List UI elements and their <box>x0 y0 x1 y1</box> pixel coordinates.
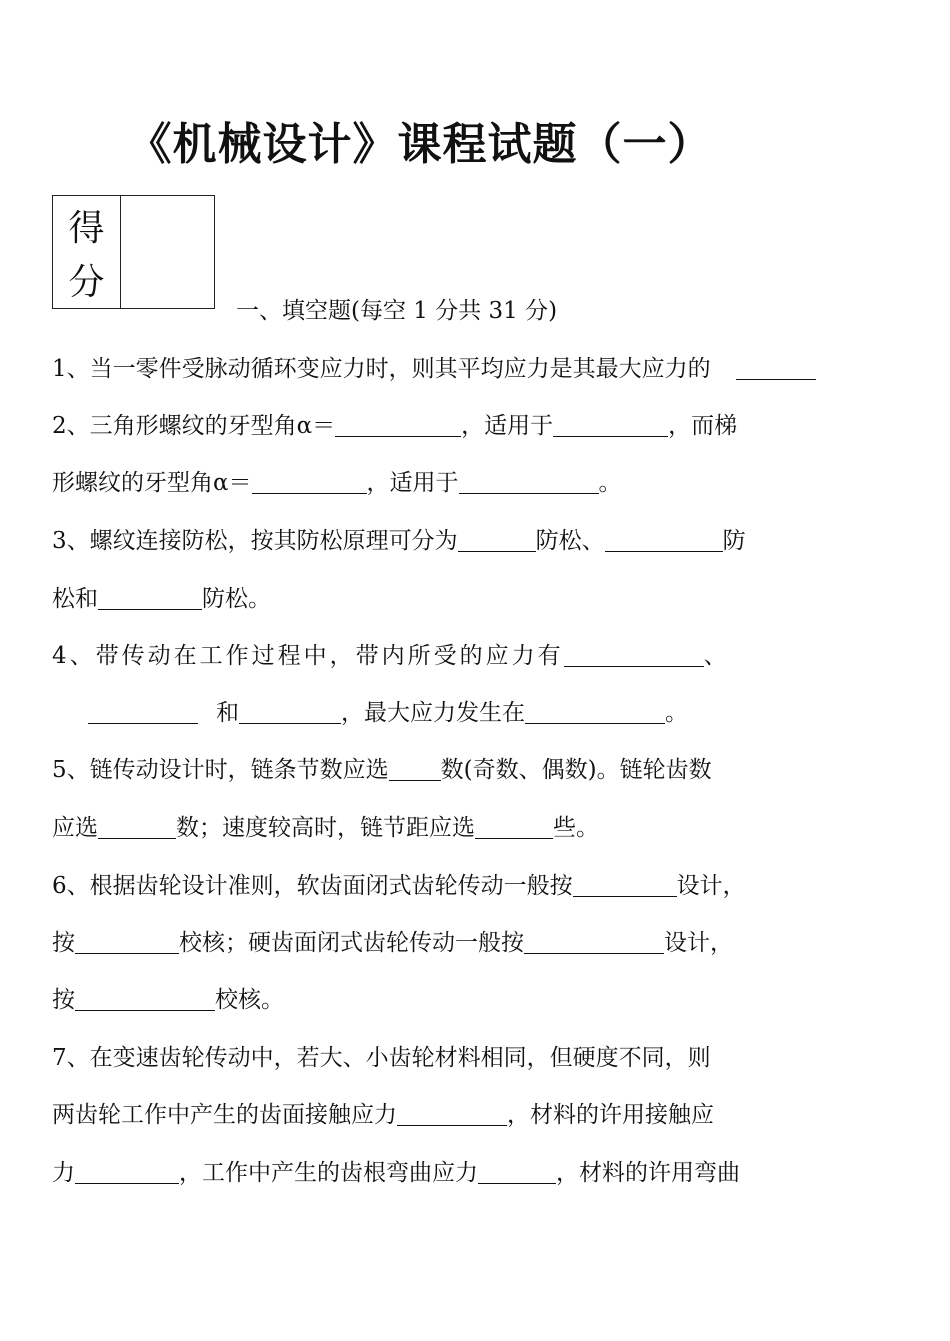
score-field[interactable] <box>121 196 214 308</box>
blank-q2-3[interactable] <box>252 469 367 494</box>
blank-q6-2[interactable] <box>75 929 179 954</box>
q6-text-3: 按 <box>52 930 75 956</box>
score-box <box>52 195 215 309</box>
blank-q6-3[interactable] <box>524 929 664 954</box>
question-4-line-2 <box>88 694 688 727</box>
blank-q3-2[interactable] <box>605 527 723 552</box>
question-7-line-1 <box>52 1039 711 1072</box>
q2-text-6: 。 <box>598 470 622 496</box>
q4-text-3: 和 <box>216 700 239 726</box>
q3-text-3: 防 <box>722 528 746 554</box>
question-1-line <box>52 350 816 383</box>
blank-q4-3[interactable] <box>239 699 341 724</box>
blank-q6-4[interactable] <box>75 986 215 1011</box>
blank-q5-1[interactable] <box>389 756 441 781</box>
q6-text-5: 设计， <box>664 930 733 956</box>
q6-text-7: 校核。 <box>215 987 284 1013</box>
question-6-line-1 <box>52 867 746 900</box>
blank-q3-1[interactable] <box>458 527 536 552</box>
blank-q5-2[interactable] <box>98 814 176 839</box>
blank-q4-2[interactable] <box>88 699 198 724</box>
blank-q7-1[interactable] <box>397 1101 507 1126</box>
blank-q5-3[interactable] <box>475 814 553 839</box>
q7-text-4: 力 <box>52 1160 75 1186</box>
q5-text-1: 5、链传动设计时，链条节数应选 <box>52 757 389 783</box>
score-label-bottom: 分 <box>68 261 105 303</box>
blank-q1[interactable] <box>736 355 816 380</box>
q1-text: 1、当一零件受脉动循环变应力时，则其平均应力是其最大应力的 <box>52 356 711 382</box>
blank-q3-3[interactable] <box>98 585 202 610</box>
blank-q4-4[interactable] <box>525 699 665 724</box>
q2-text-3: ，而梯 <box>668 413 738 439</box>
q7-text-6: ，材料的许用弯曲 <box>556 1160 740 1186</box>
section-title: 一、填空题(每空 1 分共 31 分) <box>236 298 558 324</box>
q3-text-2: 防松、 <box>535 528 605 554</box>
q7-text-5: ，工作中产生的齿根弯曲应力 <box>179 1160 478 1186</box>
page-title <box>0 108 950 172</box>
question-4-line-1 <box>52 637 730 670</box>
q3-text-5: 防松。 <box>202 586 271 612</box>
q4-text-1: 4、带传动在工作过程中，带内所受的应力有 <box>52 643 564 669</box>
question-7-line-3 <box>52 1154 740 1187</box>
q2-text-4: 形螺纹的牙型角α＝ <box>52 470 252 496</box>
q2-text-1: 2、三角形螺纹的牙型角α＝ <box>52 413 336 439</box>
q7-text-1: 7、在变速齿轮传动中，若大、小齿轮材料相同，但硬度不同，则 <box>52 1045 711 1071</box>
blank-q2-4[interactable] <box>459 469 599 494</box>
blank-q2-2[interactable] <box>553 412 668 437</box>
q5-text-2: 数(奇数、偶数)。链轮齿数 <box>440 757 712 783</box>
blank-q6-1[interactable] <box>573 872 677 897</box>
blank-q7-3[interactable] <box>478 1159 556 1184</box>
q7-text-2: 两齿轮工作中产生的齿面接触应力 <box>52 1102 397 1128</box>
q5-text-4: 数；速度较高时，链节距应选 <box>176 815 475 841</box>
score-label-top: 得 <box>68 207 105 249</box>
page-title-text: 《机械设计》课程试题（一） <box>127 119 713 170</box>
q4-text-5: 。 <box>665 700 688 726</box>
q2-text-2: ，适用于 <box>461 413 554 439</box>
q5-text-5: 些。 <box>553 815 599 841</box>
question-2-line-1 <box>52 407 737 440</box>
question-5-line-1 <box>52 751 712 784</box>
q6-text-1: 6、根据齿轮设计准则，软齿面闭式齿轮传动一般按 <box>52 873 573 899</box>
question-6-line-3 <box>52 981 284 1014</box>
question-3-line-2 <box>52 580 271 613</box>
score-label <box>53 196 121 308</box>
q6-text-6: 按 <box>52 987 75 1013</box>
q6-text-2: 设计， <box>676 873 746 899</box>
question-2-line-2 <box>52 464 622 497</box>
blank-q7-2[interactable] <box>75 1159 179 1184</box>
question-7-line-2 <box>52 1096 714 1129</box>
question-6-line-2 <box>52 924 733 957</box>
q3-text-1: 3、螺纹连接防松，按其防松原理可分为 <box>52 528 458 554</box>
q4-text-4: ，最大应力发生在 <box>341 700 525 726</box>
question-5-line-2 <box>52 809 599 842</box>
q7-text-3: ，材料的许用接触应 <box>507 1102 714 1128</box>
question-3-line-1 <box>52 522 746 555</box>
q3-text-4: 松和 <box>52 586 98 612</box>
q4-text-2: 、 <box>703 643 730 669</box>
q6-text-4: 校核；硬齿面闭式齿轮传动一般按 <box>179 930 524 956</box>
blank-q4-1[interactable] <box>564 642 704 667</box>
q5-text-3: 应选 <box>52 815 98 841</box>
blank-q2-1[interactable] <box>335 412 461 437</box>
q2-text-5: ，适用于 <box>366 470 459 496</box>
